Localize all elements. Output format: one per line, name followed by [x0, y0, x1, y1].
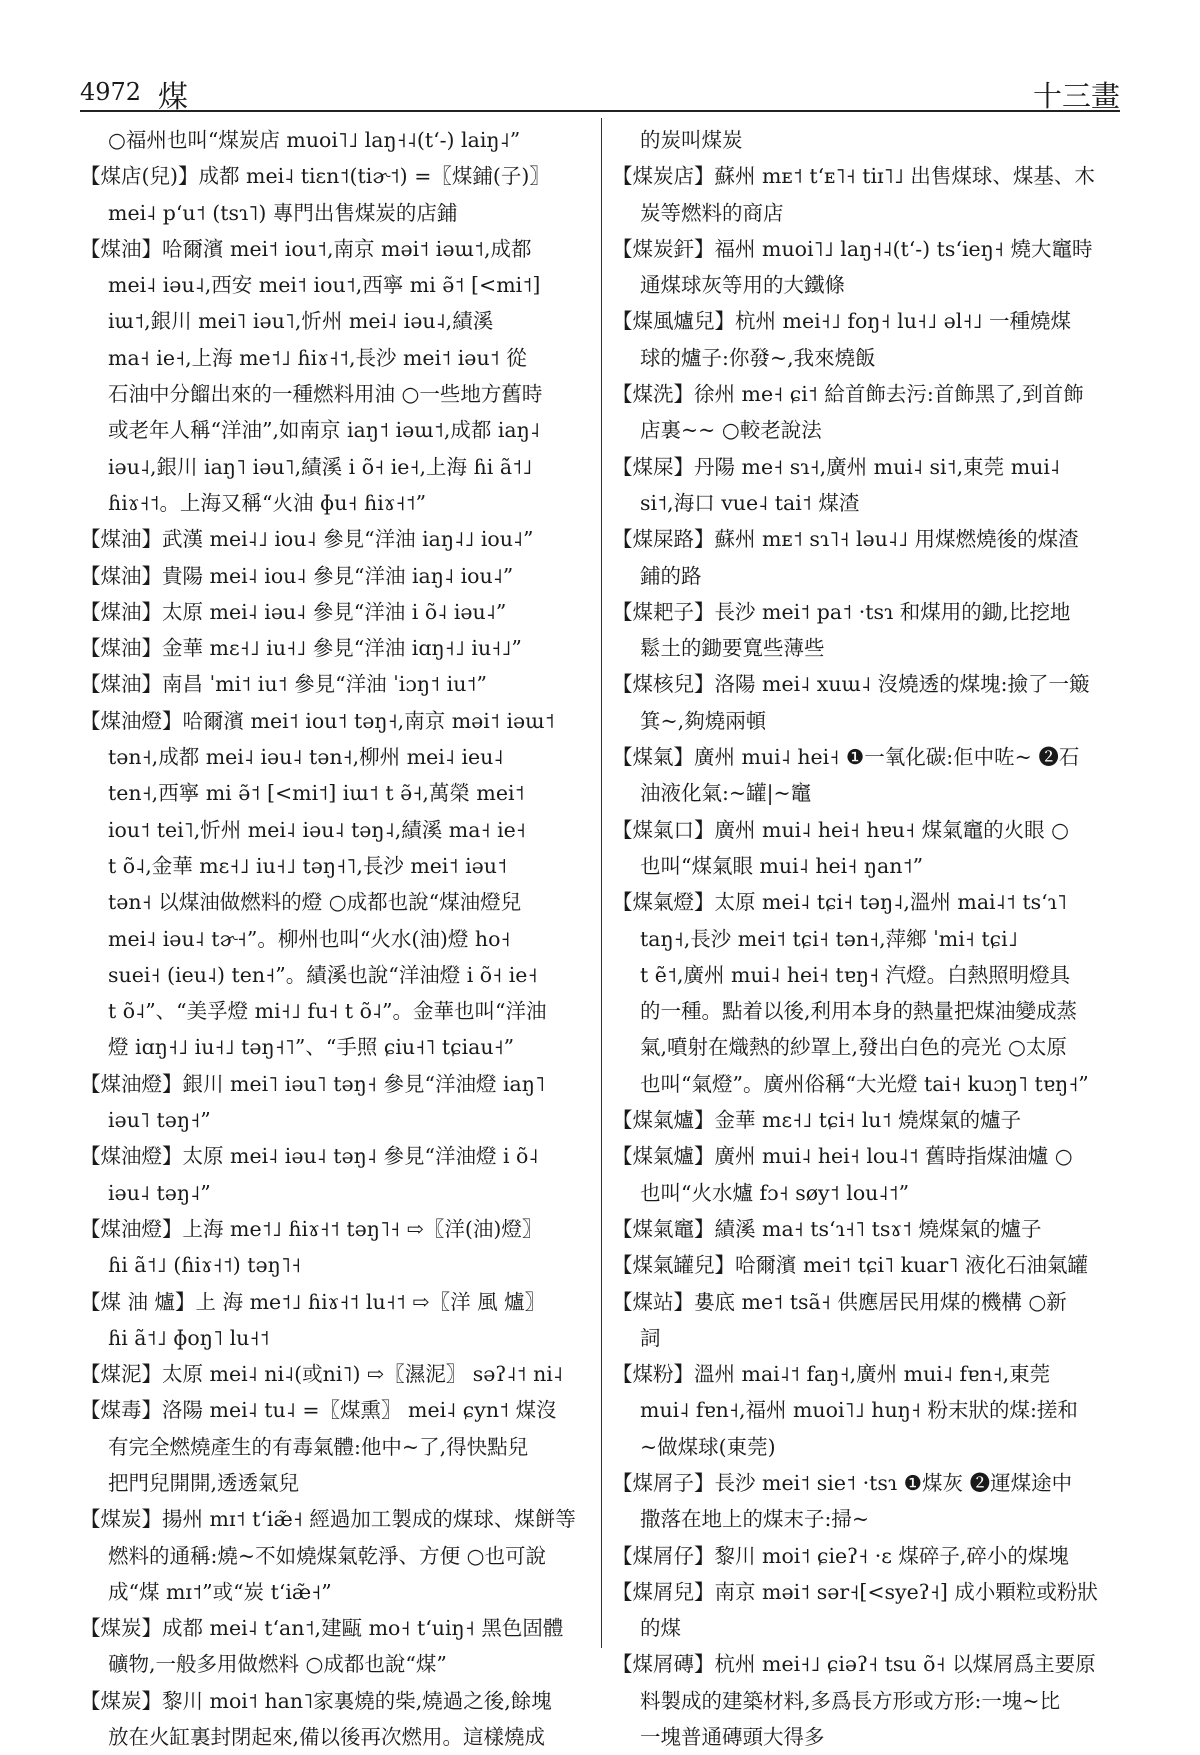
text-line: t õ˨,金華 mɛ˧˩ iu˧˩ təŋ˧˥,長沙 mei˦ iəu˦ [108, 853, 508, 878]
text-line: 【煤油】貴陽 mei˨ iou˨ 參見“洋油 iaŋ˨ iou˨” [80, 563, 514, 588]
text-line: 【煤站】婁底 me˦ tsã˧ 供應居民用煤的機構 ○新 [612, 1289, 1067, 1314]
text-line: t ẽ˦,廣州 mui˨ hei˧ tɐŋ˧ 汽燈。白熱照明燈具 [640, 962, 1071, 987]
text-line: mei˨ pʻu˦ (tsɿ˥) 專門出售煤炭的店鋪 [108, 200, 458, 225]
text-line: 撒落在地上的煤末子:掃~ [640, 1507, 870, 1532]
text-line: 【煤泥】太原 mei˨ ni˨(或ni˥) ⇨〖濕泥〗 səʔ˨˦ ni˨ [80, 1362, 563, 1387]
text-line: 燈 iɑŋ˧˩ iu˧˩ təŋ˧˥”、“手照 ɕiu˧˥ tɕiau˧” [108, 1035, 515, 1060]
text-line: t õ˨”、“美孚燈 mi˧˩ fu˧ t õ˨”。金華也叫“洋油 [108, 999, 547, 1024]
text-line: 石油中分餾出來的一種燃料用油 ○一些地方舊時 [108, 382, 543, 407]
text-line: 【煤炭】成都 mei˨ tʻan˦,建甌 mo˧ tʻuiŋ˧ 黑色固體 [80, 1616, 564, 1641]
text-line: 【煤炭釬】福州 muoi˥˩ laŋ˧˨(tʻ-) tsʻieŋ˧ 燒大竈時 [612, 236, 1093, 261]
text-line: 炭等燃料的商店 [640, 200, 784, 225]
text-line: ɦi ã˦˩ ɸoŋ˥ lu˧˦ [108, 1325, 270, 1350]
text-line: 【煤油燈】哈爾濱 mei˦ iou˦ təŋ˧,南京 məi˦ iəɯ˦ [80, 708, 555, 733]
text-line: ma˧ ie˧,上海 me˦˩ ɦiɤ˧˦,長沙 mei˦ iəu˦ 從 [108, 345, 527, 370]
text-line: 鋪的路 [640, 563, 702, 588]
text-line: 也叫“煤氣眼 mui˨ hei˧ ŋan˦” [640, 853, 924, 878]
stroke-section-label: 十三畫 [1032, 79, 1120, 113]
text-line: 【煤油】太原 mei˨ iəu˨ 參見“洋油 i õ˨ iəu˨” [80, 599, 507, 624]
text-line: 通煤球灰等用的大鐵條 [640, 273, 845, 298]
text-line: 【煤油】哈爾濱 mei˦ iou˦,南京 məi˦ iəɯ˦,成都 [80, 236, 532, 261]
text-line: 【煤油燈】上海 me˦˩ ɦiɤ˧˦ təŋ˥˧ ⇨〖洋(油)燈〗 [80, 1216, 543, 1241]
text-line: 【煤炭】揚州 mɪ˦ tʻiæ̃˧ 經過加工製成的煤球、煤餅等 [80, 1507, 576, 1532]
text-line: 店裏~~ ○較老說法 [640, 418, 822, 443]
page-header [80, 60, 1120, 115]
text-line: 【煤油】武漢 mei˨˩ iou˨ 參見“洋油 iaŋ˨˩ iou˨” [80, 527, 534, 552]
text-line: si˦,海口 vue˨ tai˦ 煤渣 [640, 490, 860, 515]
text-line: taŋ˧,長沙 mei˦ tɕi˧ tən˧,萍鄉 ˈmi˧ tɕi˩ [640, 926, 1018, 951]
text-line: 有完全燃燒產生的有毒氣體:他中~了,得快點兒 [108, 1434, 529, 1459]
text-line: 的炭叫煤炭 [640, 128, 743, 152]
text-line: mui˨ fɐn˧,福州 muoi˥˩ huŋ˧ 粉末狀的煤:搓和 [640, 1398, 1078, 1423]
text-line: 【煤屎路】蘇州 mᴇ˦ sɿ˥˧ ləu˨˩ 用煤燃燒後的煤渣 [612, 527, 1079, 552]
text-line: 也叫“氣燈”。廣州俗稱“大光燈 tai˧ kuɔŋ˥ tɐŋ˧” [640, 1071, 1089, 1096]
text-line: 【煤粉】溫州 mai˨˦ faŋ˧,廣州 mui˨ fɐn˧,東莞 [612, 1362, 1051, 1387]
text-line: 【煤油】金華 mɛ˧˩ iu˧˩ 參見“洋油 iɑŋ˧˩ iu˧˩” [80, 636, 522, 661]
text-line: 的煤 [640, 1616, 681, 1641]
text-line: 也叫“火水爐 fɔ˧ søy˦ lou˨˦” [640, 1180, 910, 1205]
text-line: iou˦ tei˥,忻州 mei˨ iəu˨ təŋ˨,績溪 ma˧ ie˧ [108, 817, 526, 842]
text-line: 【煤核兒】洛陽 mei˨ xuɯ˨ 沒燒透的煤塊:撿了一簸 [612, 672, 1090, 697]
text-line: 【煤屑磚】杭州 mei˧˩ ɕiəʔ˧ tsu õ˧ 以煤屑爲主要原 [612, 1652, 1096, 1677]
text-line: tən˧,成都 mei˨ iəu˨ tən˧,柳州 mei˨ ieu˨ [108, 745, 504, 770]
text-line: 【煤屎】丹陽 me˧ sɿ˧,廣州 mui˨ si˦,東莞 mui˨ [612, 454, 1061, 479]
text-line: 【煤油】南昌 ˈmi˦ iu˦ 參見“洋油 ˈiɔŋ˦ iu˦” [80, 672, 488, 697]
text-line: ○福州也叫“煤炭店 muoi˥˩ laŋ˧˨(tʻ-) laiŋ˨” [108, 128, 521, 152]
text-line: 把門兒開開,透透氣兒 [108, 1470, 300, 1495]
right-column [612, 122, 1120, 1755]
text-line: 【煤氣罐兒】哈爾濱 mei˦ tɕi˥ kuar˥ 液化石油氣罐 [612, 1253, 1088, 1278]
page-number: 4972 [80, 78, 142, 106]
text-line: 氣,噴射在熾熱的紗罩上,發出白色的亮光 ○太原 [640, 1035, 1067, 1060]
text-line: 礦物,一般多用做燃料 ○成都也說“煤” [108, 1652, 447, 1677]
column-divider [601, 118, 602, 1648]
text-line: 詞 [640, 1325, 661, 1350]
text-line: 【煤 油 爐】上 海 me˦˩ ɦiɤ˧˦ lu˧˦ ⇨〖洋 風 爐〗 [80, 1289, 546, 1314]
header-rule [80, 110, 1120, 112]
text-line: 球的爐子:你發~,我來燒飯 [640, 345, 876, 370]
text-line: iəu˨ təŋ˨” [108, 1180, 211, 1205]
text-line: 【煤氣竈】績溪 ma˧ tsʻɿ˧˥ tsɤ˦ 燒煤氣的爐子 [612, 1216, 1042, 1241]
text-line: ɦiɤ˧˦。上海又稱“火油 ɸu˧ ɦiɤ˧˦” [108, 490, 427, 515]
text-line: 鬆土的鋤要寬些薄些 [640, 636, 825, 661]
text-line: mei˨ iəu˨ tɚ˧”。柳州也叫“火水(油)燈 ho˧ [108, 926, 511, 951]
text-line: ~做煤球(東莞) [640, 1434, 776, 1459]
text-line: 【煤洗】徐州 me˧ ɕi˦ 給首飾去污:首飾黑了,到首飾 [612, 382, 1084, 407]
text-line: 燃料的通稱:燒~不如燒煤氣乾淨、方便 ○也可說 [108, 1543, 546, 1568]
page-headword: 煤 [158, 80, 188, 115]
text-line: 【煤油燈】銀川 mei˥ iəu˥ təŋ˧ 參見“洋油燈 iaŋ˥ [80, 1071, 546, 1096]
text-line: 放在火缸裏封閉起來,備以後再次燃用。這樣燒成 [108, 1725, 546, 1750]
text-line: ɦi ã˦˩ (ɦiɤ˧˦) təŋ˥˧ [108, 1253, 302, 1278]
text-line: ten˧,西寧 mi ə̃˦ [<mi˦] iɯ˦ t ə̃˧,萬榮 mei˦ [108, 781, 525, 806]
text-line: 【煤氣爐】金華 mɛ˧˩ tɕi˧ lu˦ 燒煤氣的爐子 [612, 1108, 1022, 1133]
text-line: 【煤屑兒】南京 məi˦ sər˧[<syeʔ˧] 成小顆粒或粉狀 [612, 1579, 1098, 1604]
text-line: 油液化氣:~罐|~竈 [640, 781, 812, 806]
text-line: iɯ˦,銀川 mei˥ iəu˥,忻州 mei˨ iəu˨,績溪 [108, 309, 494, 334]
text-line: 【煤屑子】長沙 mei˦ sie˦ ·tsɿ ❶煤灰 ❷運煤途中 [612, 1470, 1073, 1495]
text-line: 【煤氣爐】廣州 mui˨ hei˧ lou˨˦ 舊時指煤油爐 ○ [612, 1144, 1073, 1169]
text-line: iəu˥ təŋ˧” [108, 1108, 211, 1133]
text-line: 箕~,夠燒兩頓 [640, 708, 767, 733]
text-line: 料製成的建築材料,多爲長方形或方形:一塊~比 [640, 1688, 1061, 1713]
text-line: mei˨ iəu˨,西安 mei˦ iou˦,西寧 mi ə̃˦ [<mi˦] [108, 273, 541, 298]
text-line: 的一種。點着以後,利用本身的熱量把煤油變成蒸 [640, 999, 1078, 1024]
text-line: iəu˨,銀川 iaŋ˥ iəu˥,績溪 i õ˧ ie˧,上海 ɦi ã˦˩ [108, 454, 533, 479]
text-line: 【煤風爐兒】杭州 mei˧˩ foŋ˧ lu˧˩ əl˧˩ 一種燒煤 [612, 309, 1072, 334]
text-line: 【煤毒】洛陽 mei˨ tu˨ =〖煤熏〗 mei˨ ɕyn˦ 煤沒 [80, 1398, 557, 1423]
text-line: 【煤耙子】長沙 mei˦ pa˦ ·tsɿ 和煤用的鋤,比挖地 [612, 599, 1071, 624]
text-line: 【煤炭】黎川 moi˦ han˥家裏燒的柴,燒過之後,餘塊 [80, 1688, 552, 1713]
text-line: 【煤炭店】蘇州 mᴇ˦ tʻᴇ˥˧ tiɪ˥˩ 出售煤球、煤基、木 [612, 164, 1095, 189]
text-line: 【煤屑仔】黎川 moi˦ ɕieʔ˧ ·ɛ 煤碎子,碎小的煤塊 [612, 1543, 1069, 1568]
left-column [80, 122, 590, 1755]
text-line: 【煤店(兒)】成都 mei˨ tiɛn˦(tiɚ˦) =〖煤鋪(子)〗 [80, 164, 550, 189]
text-line: 【煤氣口】廣州 mui˨ hei˧ hɐu˧ 煤氣竈的火眼 ○ [612, 817, 1070, 842]
text-line: 或老年人稱“洋油”,如南京 iaŋ˦ iəɯ˦,成都 iaŋ˨ [108, 418, 540, 443]
text-line: suei˧ (ieu˨) ten˧”。績溪也說“洋油燈 i õ˧ ie˧ [108, 962, 538, 987]
text-line: 【煤油燈】太原 mei˨ iəu˨ təŋ˨ 參見“洋油燈 i õ˨ [80, 1144, 539, 1169]
text-line: 【煤氣燈】太原 mei˨ tɕi˧ təŋ˨,溫州 mai˨˦ tsʻɿ˥ [612, 890, 1068, 915]
text-line: 【煤氣】廣州 mui˨ hei˧ ❶一氧化碳:佢中咗~ ❷石 [612, 745, 1080, 770]
text-line: tən˧ 以煤油做燃料的燈 ○成都也說“煤油燈兒 [108, 890, 522, 915]
text-line: 一塊普通磚頭大得多 [640, 1725, 825, 1750]
text-line: 成“煤 mɪ˦”或“炭 tʻiæ̃˧” [108, 1579, 332, 1604]
